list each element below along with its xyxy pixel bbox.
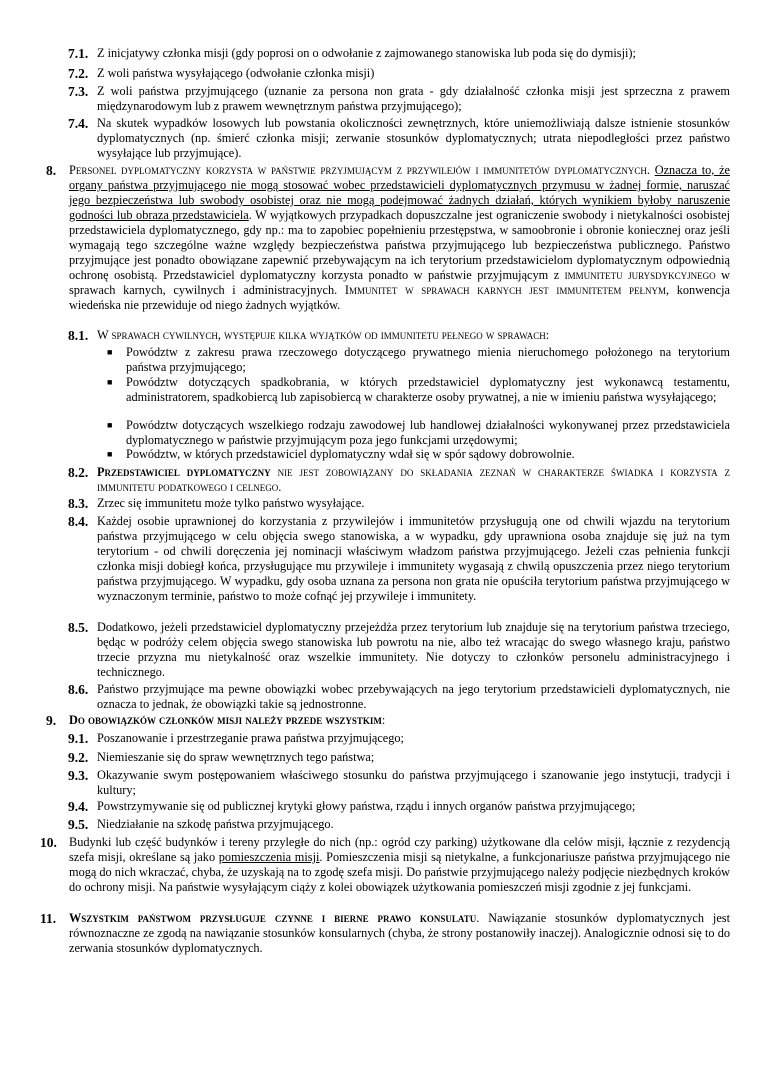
list-item-7-3 [68,84,730,114]
list-item-9 [46,713,730,728]
item-text: Państwo przyjmujące ma pewne obowiązki wobec przebywających na jego terytorium przedstawicieli dyplomatycznych, nie oznacza to jednak, że obowiązki takie są jednostronne. [97,682,730,711]
item-text: W sprawach cywilnych, występuje kilka wyjątków od immunitetu pełnego w sprawach: [97,328,550,342]
list-item-8-6 [68,682,730,712]
bullet-icon: ■ [107,347,113,357]
item-text [69,163,730,313]
item-number: 7.3. [68,84,89,99]
list-item-7-4 [68,116,730,161]
list-item-9-4 [68,799,730,814]
item-text: Okazywanie swym postępowaniem właściwego stosunku do państwa przyjmującego i szanowanie jego instytucji, tradycji i kultury; [97,768,730,797]
item-smallcaps-text: Immunitet w sprawach karnych jest immunitetem pełnym [344,283,667,297]
item-text: Z woli państwa wysyłającego (odwołanie członka misji) [97,66,375,80]
item-number: 9. [46,713,57,728]
item-text [69,911,730,956]
item-number: 7.4. [68,116,89,131]
item-text-part: . Pomieszczenia misji są nietykalne, a funkcjonariusze państwa przyjmującego nie mogą do nich wkraczać, chyba, że uzyskają na to zgodę szefa misji. Do państwie przyjmującego należy podjęcie niezbędnych kroków do ochrony misji. Na państwie wysyłającym ciąży z kolei obowiązek użytkowania pomieszczeń misji zgodnie z jej funkcjami. [69,850,730,894]
item-text: Niedziałanie na szkodę państwa przyjmującego. [97,817,334,831]
item-text: Powstrzymywanie się od publicznej krytyki głowy państwa, rządu i innych organów państwa przyjmującego; [97,799,636,813]
bullet-item-1 [107,345,730,375]
item-text [97,465,730,495]
item-number: 8.1. [68,328,89,343]
item-number: 7.2. [68,66,89,81]
item-text: Dodatkowo, jeżeli przedstawiciel dyplomatyczny przejeżdża przez terytorium lub znajduje się na terytorium państwa trzeciego, będąc w podróży celem objęcia swego stanowiska lub powrotu na nie, albo też wracając do swego własnego kraju, państwo trzecie przyzna mu nietykalność oraz wszelkie immunitety. Nie dotyczy to członków personelu administracyjnego i technicznego. [97,620,730,679]
item-text-part: w sprawach karnych, cywilnych i administracyjnych. [69,268,731,297]
item-text: Powództw dotyczących wszelkiego rodzaju zawodowej lub handlowej działalności wykonywanej przez przedstawiciela dyplomatycznego w państwie przyjmującym poza jego funkcjami urzędowymi; [126,418,730,447]
item-text: Powództw, w których przedstawiciel dyplomatyczny wdał się w spór sądowy dobrowolnie. [126,447,575,461]
list-item-9-3 [68,768,730,798]
item-number: 8.4. [68,514,89,529]
list-item-9-1 [68,731,730,746]
list-item-7-2 [68,66,730,81]
item-number: 8.6. [68,682,89,697]
item-number: 8.5. [68,620,89,635]
list-item-8-4 [68,514,730,604]
bullet-icon: ■ [107,420,113,430]
item-smallcaps-text: immunitetu jurysdykcyjnego [564,268,716,282]
item-number: 11. [40,911,57,926]
bullet-icon: ■ [107,449,113,459]
item-number: 8.3. [68,496,89,511]
underlined-text: pomieszczenia misji [218,850,320,864]
item-heading: Personel dyplomatyczny korzysta w państwie przyjmującym z przywilejów i immunitetów dyplomatycznych. [69,163,650,177]
list-item-11 [40,911,730,956]
item-number: 9.5. [68,817,89,832]
item-text: Z woli państwa przyjmującego (uznanie za persona non grata - gdy działalność członka misji jest sprzeczna z prawem międzynarodowym lub z prawem wewnętrznym państwa przyjmującego); [97,84,730,113]
list-item-8-5 [68,620,730,680]
item-text [69,713,730,728]
item-text: Powództw dotyczących spadkobrania, w których przedstawiciel dyplomatyczny jest wykonawcą testamentu, administratorem, spadkobiercą lub zapisobiercą w charakterze osoby prywatnej, a nie w imieniu państwa wysyłającego; [126,375,730,404]
item-bold-text: Przedstawiciel dyplomatyczny [97,465,271,479]
list-item-8 [46,163,730,313]
item-text: Każdej osobie uprawnionej do korzystania z przywilejów i immunitetów przysługują one od chwili wjazdu na terytorium państwa przyjmującego w celu objęcia swego stanowiska, a w wypadku, gdy uprawniona osoba znajduje się już na tym terytorium - od chwili doręczenia jej nominacji właściwym władzom państwa przyjmującego. Jeżeli czas pełnienia funkcji członka misji dobiegł końca, przysługujące mu przywileje i immunitety wygasają z chwilą opuszczenia przez niego terytorium państwa przyjmującego. W wypadku, gdy osoba uznana za persona non grata nie opuściła terytorium państwa przyjmującego w wyznaczonym terminie, państwo to może cofnąć jej przywileje i immunitety. [97,514,730,603]
item-heading: Wszystkim państwom przysługuje czynne i bierne prawo konsulatu [69,911,477,925]
item-text: Powództw z zakresu prawa rzeczowego dotyczącego prywatnego mienia nieruchomego położonego na terytorium państwa przyjmującego; [126,345,730,374]
item-number: 9.1. [68,731,89,746]
item-text: Poszanowanie i przestrzeganie prawa państwa przyjmującego; [97,731,404,745]
item-text: Zrzec się immunitetu może tylko państwo wysyłające. [97,496,365,510]
item-text-part: . W wyjątkowych przypadkach dopuszczalne jest ograniczenie swobody i nietykalności osobistej przedstawiciela dyplomatycznego, gdy np.: ma to zapobiec popełnieniu przestępstwa, w samoobronie i obronie koniecznej oraz jeśli wymagają tego szczególne ważne względy bezpieczeństwa państwa przyjmującego lub bezpieczeństwa publicznego. Państwo przyjmujące jest ponadto obowiązane zapewnić przebywającym na ich terytorium przedstawicielom dyplomatycznym odpowiednią ochronę osobistą. Przedstawiciel dyplomatyczny korzysta ponadto w państwie przyjmującym z [69,208,730,282]
bullet-icon: ■ [107,377,113,387]
list-item-9-5 [68,817,730,832]
item-text-part: , konwencja wiedeńska nie przewiduje od niego żadnych wyjątków. [69,283,731,312]
item-text: Niemieszanie się do spraw wewnętrznych tego państwa; [97,750,375,764]
item-number: 8. [46,163,57,178]
item-text: Z inicjatywy członka misji (gdy poprosi on o odwołanie z zajmowanego stanowiska lub poda się do dymisji); [97,46,636,60]
item-text [69,835,730,895]
bullet-item-3 [107,418,730,448]
item-heading: Do obowiązków członków misji należy przede wszystkim [69,713,382,727]
bullet-item-2 [107,375,730,405]
item-smallcaps-text: nie jest zobowiązany do składania zeznań w charakterze świadka i korzysta z immunitetu podatkowego i celnego. [97,465,731,494]
item-text: Na skutek wypadków losowych lub powstania okoliczności zewnętrznych, które uniemożliwiają dalsze istnienie stosunków dyplomatycznych (np. śmierć członka misji; zerwanie stosunków dyplomatycznych; utrata niepodległości przez państwo wysyłające lub przyjmujące). [97,116,730,160]
item-text-part: Budynki lub część budynków i tereny przyległe do nich (np.: ogród czy parking) użytkowane dla celów misji, łącznie z rezydencją szefa misji, określane są jako [69,835,730,864]
item-number: 9.2. [68,750,89,765]
list-item-10 [40,835,730,895]
underlined-text: Oznacza to, że organy państwa przyjmującego nie mogą stosować wobec przedstawicieli dyplomatycznych przymusu w żadnej formie, naruszać jego bezpieczeństwa lub swobody osobistej oraz nie mogą podejmować żadnych działań, których wynikiem byłoby naruszenie godności lub obraza przedstawiciela [69,163,731,222]
bullet-item-4 [107,447,730,462]
list-item-8-3 [68,496,730,511]
item-number: 8.2. [68,465,89,480]
list-item-7-1 [68,46,730,61]
list-item-9-2 [68,750,730,765]
item-number: 9.4. [68,799,89,814]
item-text-part: . Nawiązanie stosunków dyplomatycznych jest równoznaczne ze zgodą na nawiązanie stosunków konsularnych (chyba, że strony postanowiły inaczej). Analogicznie odnosi się to do zerwania stosunków dyplomatycznych. [69,911,730,955]
item-number: 9.3. [68,768,89,783]
list-item-8-1 [68,328,730,343]
item-number: 7.1. [68,46,89,61]
item-text-part: : [381,713,386,727]
item-number: 10. [40,835,57,850]
list-item-8-2 [68,465,730,495]
